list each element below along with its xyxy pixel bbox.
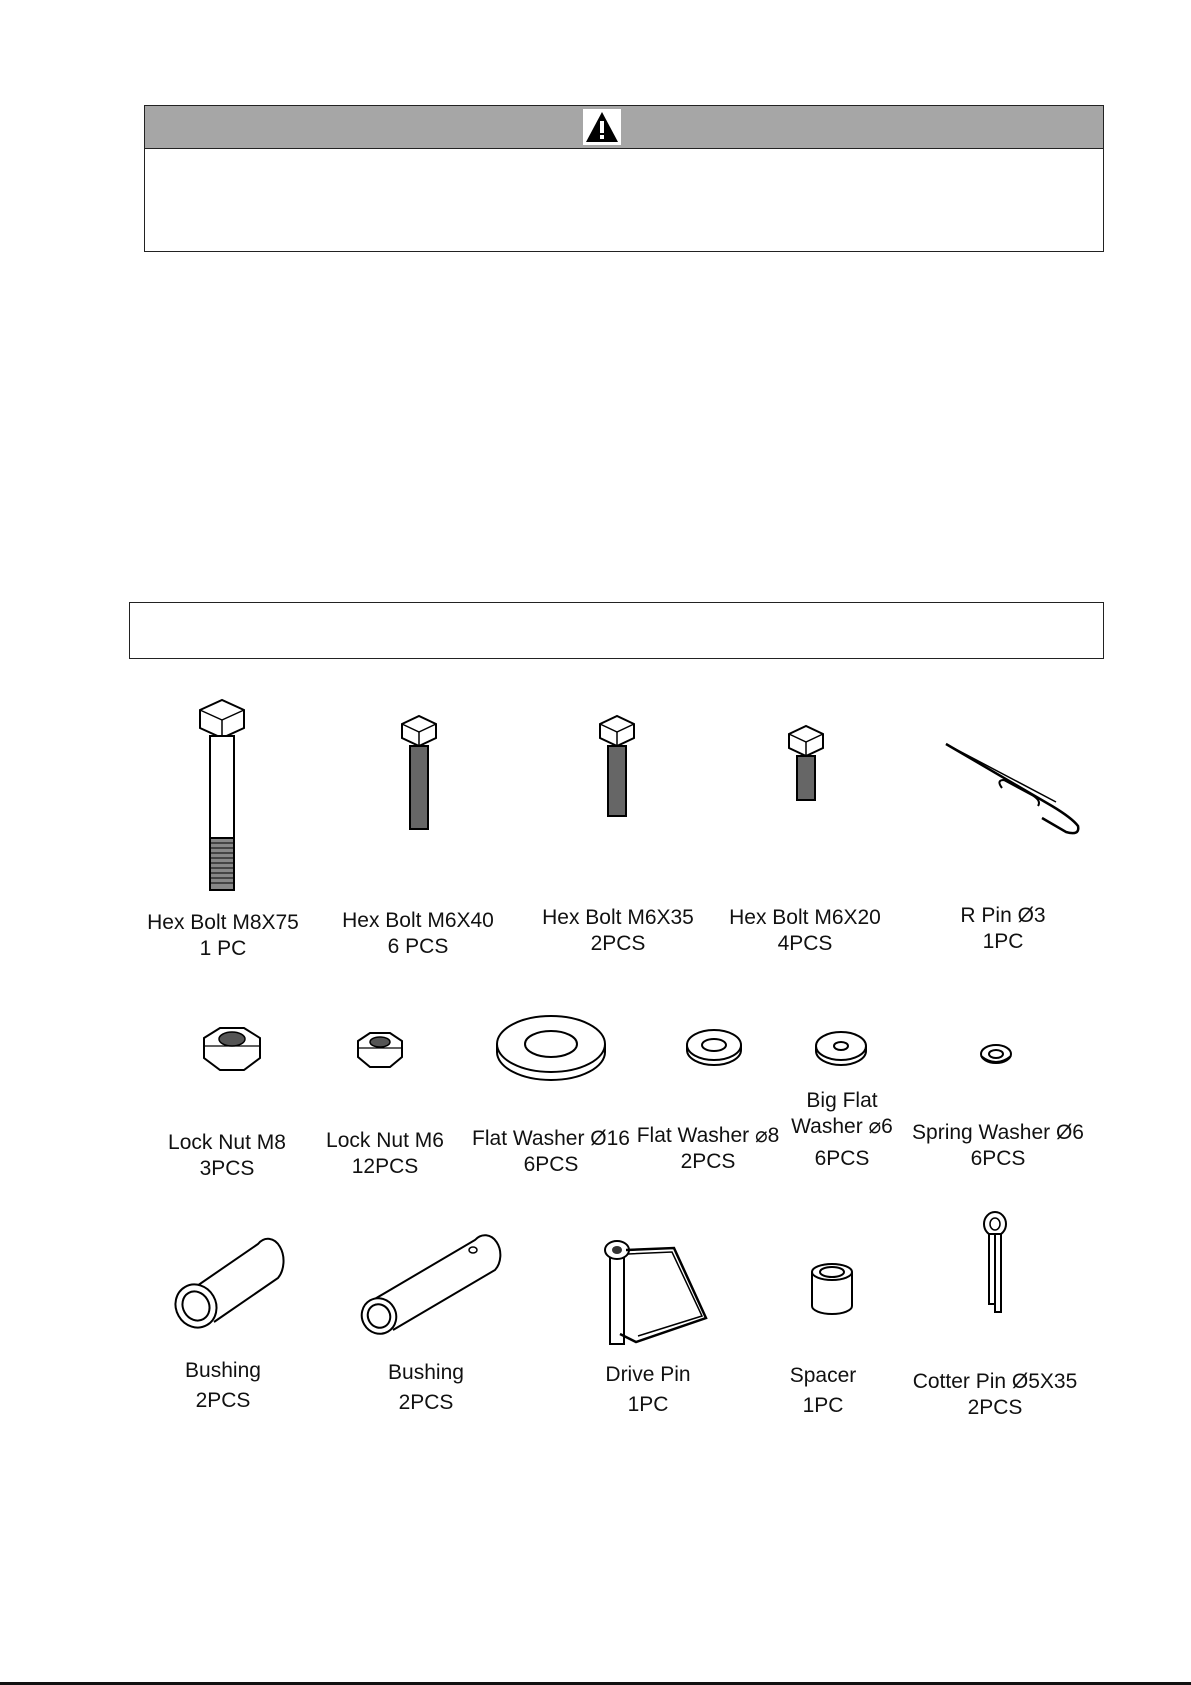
warning-triangle-icon bbox=[583, 109, 621, 145]
part-label: Hex Bolt M8X75 1 PC bbox=[147, 911, 299, 960]
r-pin-icon bbox=[942, 740, 1082, 840]
warning-header bbox=[145, 106, 1103, 149]
flat-washer-icon bbox=[494, 1012, 608, 1082]
hex-bolt-icon bbox=[786, 724, 826, 802]
warning-box bbox=[144, 105, 1104, 252]
spring-washer-icon bbox=[978, 1042, 1014, 1068]
bushing-icon bbox=[355, 1236, 503, 1336]
part-label: R Pin Ø3 1PC bbox=[960, 904, 1046, 953]
cotter-pin-icon bbox=[978, 1208, 1018, 1314]
part-label: Hex Bolt M6X35 2PCS bbox=[542, 906, 694, 955]
flat-washer-icon bbox=[684, 1028, 744, 1068]
part-label: Drive Pin 1PC bbox=[605, 1363, 691, 1416]
lock-nut-icon bbox=[200, 1024, 264, 1074]
drive-pin-icon bbox=[600, 1238, 710, 1348]
hardware-list-header bbox=[129, 602, 1104, 659]
spacer-icon bbox=[810, 1262, 854, 1316]
part-label: Hex Bolt M6X20 4PCS bbox=[729, 906, 881, 955]
part-label: Spring Washer Ø6 6PCS bbox=[912, 1121, 1084, 1170]
part-label: Big Flat Washer ⌀6 6PCS bbox=[791, 1089, 893, 1170]
lock-nut-icon bbox=[355, 1030, 405, 1070]
part-label: Bushing 2PCS bbox=[185, 1359, 261, 1412]
hex-bolt-icon bbox=[597, 714, 637, 818]
hex-bolt-large-icon bbox=[196, 698, 248, 893]
part-label: Flat Washer ⌀8 2PCS bbox=[636, 1124, 780, 1173]
part-label: Cotter Pin Ø5X35 2PCS bbox=[912, 1370, 1078, 1419]
bushing-icon bbox=[170, 1238, 285, 1328]
part-label: Hex Bolt M6X40 6 PCS bbox=[342, 909, 494, 958]
part-label: Lock Nut M8 3PCS bbox=[168, 1131, 286, 1180]
part-label: Flat Washer Ø16 6PCS bbox=[472, 1127, 630, 1176]
flat-washer-icon bbox=[813, 1030, 869, 1068]
hex-bolt-icon bbox=[399, 714, 439, 832]
part-label: Spacer 1PC bbox=[789, 1364, 857, 1417]
part-label: Lock Nut M6 12PCS bbox=[326, 1129, 444, 1178]
part-label: Bushing 2PCS bbox=[388, 1361, 464, 1414]
